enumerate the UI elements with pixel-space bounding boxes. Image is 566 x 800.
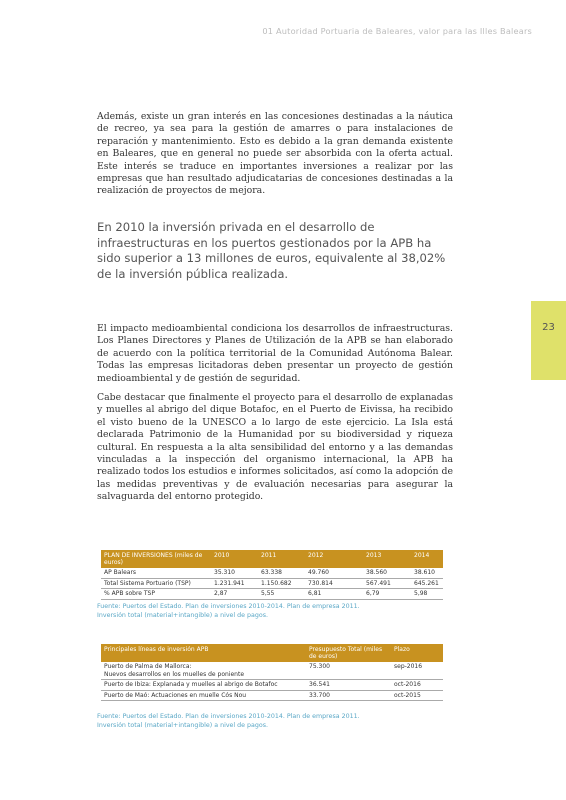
header-cell: PLAN DE INVERSIONES (miles de euros) [101,550,211,568]
table-cell: % APB sobre TSP [101,589,211,600]
table-cell: 38.560 [363,568,411,578]
header-cell: 2010 [211,550,258,568]
table-header-row [101,644,443,662]
page-tab [531,301,566,380]
paragraph-nautica: Además, existe un gran interés en las concesiones destinadas a la náutica de recreo, ya sea para la gestión de amarres o para instalaciones de reparación y mantenimiento. Esto es debido a la gran demanda existente en Baleares, que en general no puede ser absorbida con la oferta actual. Este interés se traduce en importantes inversiones a realizar por las empresas que han resultado adjudicatarias de concesiones destinadas a la realización de proyectos de mejora. [97,111,453,197]
header-cell: Plazo [391,644,443,662]
table-cell: Puerto de Ibiza: Explanada y muelles al abrigo de Botafoc [101,680,306,691]
table1-source-note: Fuente: Puertos del Estado. Plan de inversiones 2010-2014. Plan de empresa 2011. Inversión total (material+intangible) a nivel de pagos. [97,603,360,619]
table-cell: 645.261 [411,578,443,589]
table-cell: 2,87 [211,589,258,600]
table-row [101,690,443,701]
table-header-row [101,550,443,568]
table-cell: 5,98 [411,589,443,600]
table-cell: sep-2016 [391,662,443,680]
table-cell: 6,81 [305,589,363,600]
table-cell: 36.541 [306,680,391,691]
table2-source-note: Fuente: Puertos del Estado. Plan de inversiones 2010-2014. Plan de empresa 2011. Inversión total (material+intangible) a nivel de pagos. [97,713,360,729]
investment-lines-table [101,644,443,701]
table-cell: 730.814 [305,578,363,589]
table-cell: Puerto de Palma de Mallorca: Nuevos desarrollos en los muelles de poniente [101,662,306,680]
header-cell: 2013 [363,550,411,568]
table-cell: 35.310 [211,568,258,578]
table-cell: 38.610 [411,568,443,578]
highlight-quote: En 2010 la inversión privada en el desarrollo de infraestructuras en los puertos gestionados por la APB ha sido superior a 13 millones de euros, equivalente al 38,02% de la inversión pública realizada. [97,220,446,281]
investment-plan-table [101,550,443,600]
header-cell: 2014 [411,550,443,568]
header-cell: 2012 [305,550,363,568]
table-cell: 567.491 [363,578,411,589]
table-row [101,578,443,589]
table-cell: 49.760 [305,568,363,578]
table-cell: Total Sistema Portuario (TSP) [101,578,211,589]
table-cell: 6,79 [363,589,411,600]
table-cell: 33.700 [306,690,391,701]
header-cell: Presupuesto Total (miles de euros) [306,644,391,662]
paragraph-impacto: El impacto medioambiental condiciona los desarrollos de infraestructuras. Los Planes Directores y Planes de Utilización de la APB se han elaborado de acuerdo con la política territorial de la Comunidad Autónoma Balear. Todas las empresas licitadoras deben presentar un proyecto de gestión medioambiental y de gestión de seguridad. [97,323,453,384]
table-cell: AP Balears [101,568,211,578]
table-row [101,662,443,680]
table-row [101,680,443,691]
table-row [101,568,443,578]
header-cell: 2011 [258,550,305,568]
table-cell: 75.300 [306,662,391,680]
paragraph-botafoc: Cabe destacar que finalmente el proyecto para el desarrollo de explanadas y muelles al abrigo del dique Botafoc, en el Puerto de Eivissa, ha recibido el visto bueno de la UNESCO a lo largo de este ejercicio. La Isla está declarada Patrimonio de la Humanidad por su biodiversidad y riqueza cultural. En respuesta a la alta sensibilidad del entorno y a las demandas vinculadas a la inspección del organismo internacional, la APB ha realizado todos los estudios e informes solicitados, así como la adopción de las medidas preventivas y de evaluación necesarias para asegurar la salvaguarda del entorno protegido. [97,392,453,503]
table-cell: 1.150.682 [258,578,305,589]
table-cell: Puerto de Maó: Actuaciones en muelle Cós Nou [101,690,306,701]
table-cell: oct-2015 [391,690,443,701]
table-cell: 63.338 [258,568,305,578]
table-cell: oct-2016 [391,680,443,691]
page-number: 23 [542,322,555,333]
running-header: 01 Autoridad Portuaria de Baleares, valor para las Illes Balears [262,26,532,36]
table-cell: 1.231.941 [211,578,258,589]
table-row [101,589,443,600]
header-cell: Principales líneas de inversión APB [101,644,306,662]
table-cell: 5,55 [258,589,305,600]
